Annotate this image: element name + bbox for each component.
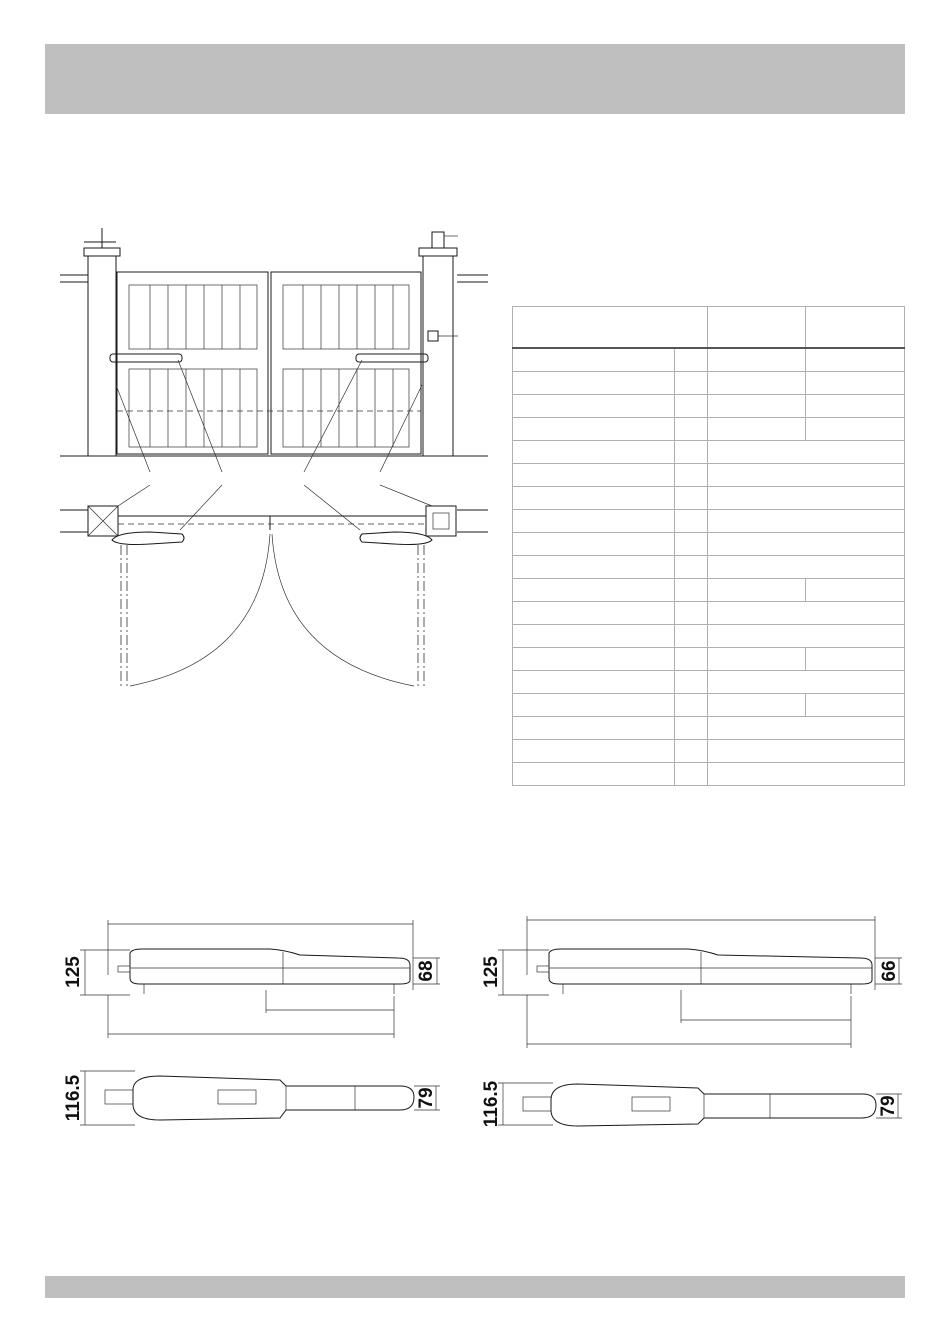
model-b-side-view	[481, 916, 902, 1048]
model-b-height-side-label: 125	[481, 956, 502, 988]
model-a-top-view	[63, 1071, 440, 1125]
model-a-side-view	[63, 920, 440, 1038]
model-a-height-motor-label: 68	[416, 960, 437, 982]
footer-band	[45, 1276, 905, 1298]
model-a-height-side-label: 125	[63, 956, 84, 988]
model-b-width-tail-label: 79	[878, 1095, 899, 1117]
model-a-width-tail-label: 79	[416, 1087, 437, 1109]
model-b-height-motor-label: 66	[879, 960, 900, 982]
model-b-top-view	[481, 1080, 902, 1127]
model-b-width-top-label: 116.5	[481, 1080, 502, 1128]
model-a-width-top-label: 116.5	[63, 1074, 84, 1122]
